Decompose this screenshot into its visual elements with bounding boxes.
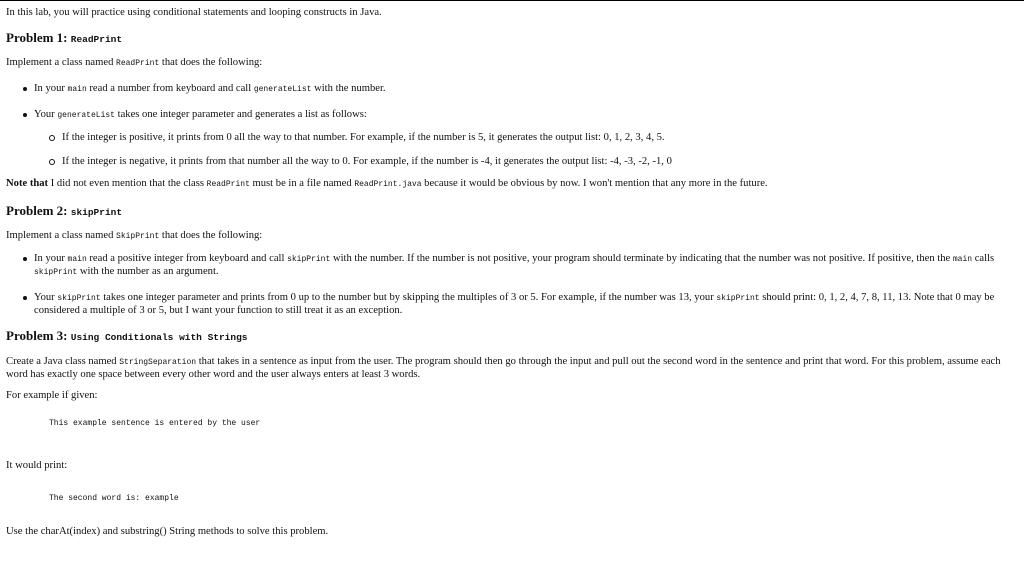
p2-desc-code: SkipPrint [116, 232, 160, 241]
problem-2-heading-prefix: Problem 2: [6, 203, 71, 218]
p2-b1-code-main: main [67, 255, 87, 264]
p2-b1-mid2: with the number. If the number is not positive, your program should terminate by indicating that the number was not positive. If positive, then the [330, 253, 953, 264]
p2-b1-code-skipprint: skipPrint [287, 255, 331, 264]
problem-2-heading [6, 203, 1010, 220]
p3-desc-pre: Create a Java class named [6, 356, 120, 367]
problem-1-subbullet-positive: If the integer is positive, it prints from 0 all the way to that number. For example, if the number is 5, it generates the output list: 0, 1, 2, 3, 4, 5. [6, 132, 1010, 144]
problem-2-bullet-skipprint [6, 292, 1010, 317]
p1-b1-pre: In your [34, 83, 68, 94]
p1-note-pre: I did not even mention that the class [48, 178, 207, 189]
p3-desc-post: that takes in a sentence as input from the user. The program should then go through the input and pull out the second word in the sentence and print that word. For this problem, assume each word has exactly one space between every other word and the user always enters at least 3 words. [6, 356, 1001, 380]
p2-b1-mid3: calls [972, 253, 995, 264]
p1-desc-pre: Implement a class named [6, 57, 117, 68]
problem-1-heading [6, 30, 1010, 47]
p2-b1-code-main2: main [952, 255, 973, 264]
p2-b1-pre: In your [34, 253, 68, 264]
p2-b1-mid: read a positive integer from keyboard and call [86, 253, 288, 264]
p2-b2-code: skipPrint [57, 294, 101, 303]
problem-1-heading-prefix: Problem 1: [6, 30, 71, 45]
p1-b2-code: generateList [57, 111, 115, 120]
problem-1-note [6, 178, 1010, 191]
top-border [0, 0, 1024, 1]
example-label: For example if given: [6, 390, 98, 401]
problem-1-description [6, 57, 1010, 70]
problem-2-heading-code: skipPrint [70, 207, 123, 218]
problem-3-heading-code: Using Conditionals with Strings [70, 332, 248, 343]
problem-1-heading-code: ReadPrint [70, 34, 123, 45]
p1-b1-code-generatelist: generateList [253, 85, 312, 94]
problem-3-heading [6, 328, 1010, 345]
problem-1-bullet-main [6, 83, 1010, 96]
p1-b2-pre: Your [34, 109, 58, 120]
p1-b1-post: with the number. [311, 83, 386, 94]
problem-1-sublist [6, 132, 1010, 168]
problem-3-description [6, 356, 1010, 381]
p2-desc-post: that does the following: [159, 230, 263, 241]
problem-1-bullet-generatelist [6, 109, 1010, 122]
document-body [6, 7, 1010, 538]
p1-b1-mid: read a number from keyboard and call [86, 83, 254, 94]
problem-3-heading-prefix: Problem 3: [6, 328, 71, 343]
p1-note-code-file: ReadPrint.java [354, 180, 422, 189]
p1-desc-code: ReadPrint [116, 59, 160, 68]
problem-2-bullet-main [6, 253, 1010, 279]
p2-b2-pre: Your [34, 292, 58, 303]
p2-b1-code-skipprint2: skipPrint [34, 268, 78, 277]
p2-desc-pre: Implement a class named [6, 230, 117, 241]
example-input-code: This example sentence is entered by the user [49, 419, 261, 428]
closing-text: Use the charAt(index) and substring() String methods to solve this problem. [6, 526, 329, 537]
p2-b2-mid: takes one integer parameter and prints from 0 up to the number but by skipping the multiples of 3 or 5. For example, if the number was 13, your [100, 292, 717, 303]
p2-b2-code2: skipPrint [716, 294, 760, 303]
would-print-label: It would print: [6, 460, 68, 471]
problem-1-list [6, 83, 1010, 122]
example-output-code: The second word is: example [49, 494, 179, 503]
p2-b1-post: with the number as an argument. [77, 266, 219, 277]
p3-desc-code: StringSeparation [119, 358, 197, 367]
p1-b1-code-main: main [67, 85, 87, 94]
p1-note-mid: must be in a file named [249, 178, 355, 189]
p1-note-post: because it would be obvious by now. I won't mention that any more in the future. [421, 178, 768, 189]
p1-b2-post: takes one integer parameter and generates a list as follows: [114, 109, 367, 120]
p1-note-bold: Note that [6, 178, 49, 189]
p1-desc-post: that does the following: [159, 57, 263, 68]
p2-b2-post: should print: 0, 1, 2, 4, 7, 8, 11, 13. Note that 0 may be considered a multiple of 3 or 5, but I want your function to still treat it as an exception. [34, 292, 995, 316]
problem-2-list [6, 253, 1010, 317]
problem-2-description [6, 230, 1010, 243]
intro-text: In this lab, you will practice using conditional statements and looping constructs in Java. [6, 7, 382, 18]
problem-1-subbullet-negative: If the integer is negative, it prints from that number all the way to 0. For example, if the number is -4, it generates the output list: -4, -3, -2, -1, 0 [6, 156, 1010, 168]
p1-note-code-class: ReadPrint [206, 180, 250, 189]
